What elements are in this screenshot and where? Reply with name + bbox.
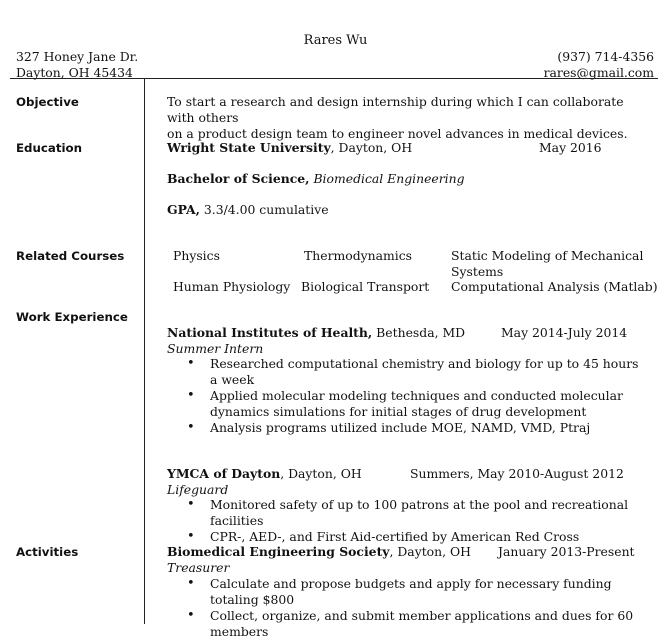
column-divider (144, 78, 145, 624)
list-item: • Calculate and propose budgets and apply for necessary funding totaling $800 (167, 576, 662, 608)
gpa-value: 3.3/4.00 cumulative (203, 202, 329, 217)
work-org: National Institutes of Health, (167, 325, 373, 340)
course-item (451, 248, 643, 280)
degree-line (167, 171, 465, 186)
work-bullets (167, 497, 657, 545)
activity-org: Biomedical Engineering Society (167, 544, 390, 559)
address-street: 327 Honey Jane Dr. (16, 49, 139, 64)
objective-text (167, 94, 647, 142)
course-item: Computational Analysis (Matlab) (451, 279, 658, 294)
work-org: YMCA of Dayton (167, 466, 281, 481)
course-item: Thermodynamics (304, 248, 413, 263)
objective-line-1: To start a research and design internship during which I can collaborate with others (167, 94, 624, 125)
email-address: rares@gmail.com (543, 64, 654, 80)
section-heading-work: Work Experience (16, 310, 128, 324)
address-block (16, 49, 138, 80)
course-item: Biological Transport (301, 279, 430, 294)
work-bullets (167, 356, 647, 436)
address-city: Dayton, OH 45434 (16, 64, 133, 80)
course-item: Human Physiology (173, 279, 291, 294)
school-location: , Dayton, OH (330, 140, 413, 155)
phone-number: (937) 714-4356 (557, 49, 654, 64)
activity-date: January 2013-Present (498, 544, 635, 559)
list-item: • Analysis programs utilized include MOE, NAMD, VMD, Ptraj (167, 420, 647, 436)
list-item: • Monitored safety of up to 100 patrons at the pool and recreational facilities (167, 497, 657, 529)
activity-role: Treasurer (167, 560, 230, 575)
education-school-line (167, 140, 412, 155)
activity-bullets (167, 576, 662, 640)
course-item-line-1: Static Modeling of Mechanical (451, 248, 644, 263)
course-item-line-2: Systems (451, 264, 504, 279)
work-org-line (167, 466, 362, 481)
work-location: Bethesda, MD (372, 325, 466, 340)
list-item: • Applied molecular modeling techniques and conducted molecular dynamics simulations for initial stages of drug development (167, 388, 647, 420)
gpa-line (167, 202, 329, 217)
work-location: , Dayton, OH (280, 466, 362, 481)
list-item: • CPR-, AED-, and First Aid-certified by American Red Cross (167, 529, 657, 545)
work-org-line (167, 325, 465, 340)
section-heading-objective: Objective (16, 95, 79, 109)
section-heading-education: Education (16, 141, 83, 155)
degree-major: Biomedical Engineering (313, 171, 465, 186)
work-date: Summers, May 2010-August 2012 (410, 466, 624, 481)
header-divider (10, 78, 658, 79)
list-item: • Researched computational chemistry and biology for up to 45 hours a week (167, 356, 647, 388)
course-item: Physics (173, 248, 220, 263)
gpa-label: GPA, (167, 202, 200, 217)
contact-block (544, 49, 654, 80)
activity-org-line (167, 544, 471, 559)
list-item: • Collect, organize, and submit member applications and dues for 60 members (167, 608, 662, 640)
resume-name: Rares Wu (303, 33, 368, 48)
section-heading-activities: Activities (16, 545, 79, 559)
section-heading-courses: Related Courses (16, 249, 125, 263)
objective-line-2: on a product design team to engineer novel advances in medical devices. (167, 126, 628, 141)
education-date: May 2016 (539, 140, 602, 155)
school-name: Wright State University (167, 140, 331, 155)
activity-location: , Dayton, OH (389, 544, 471, 559)
degree-name: Bachelor of Science, (167, 171, 310, 186)
work-role: Lifeguard (167, 482, 229, 497)
work-date: May 2014-July 2014 (501, 325, 628, 340)
work-role: Summer Intern (167, 341, 264, 356)
